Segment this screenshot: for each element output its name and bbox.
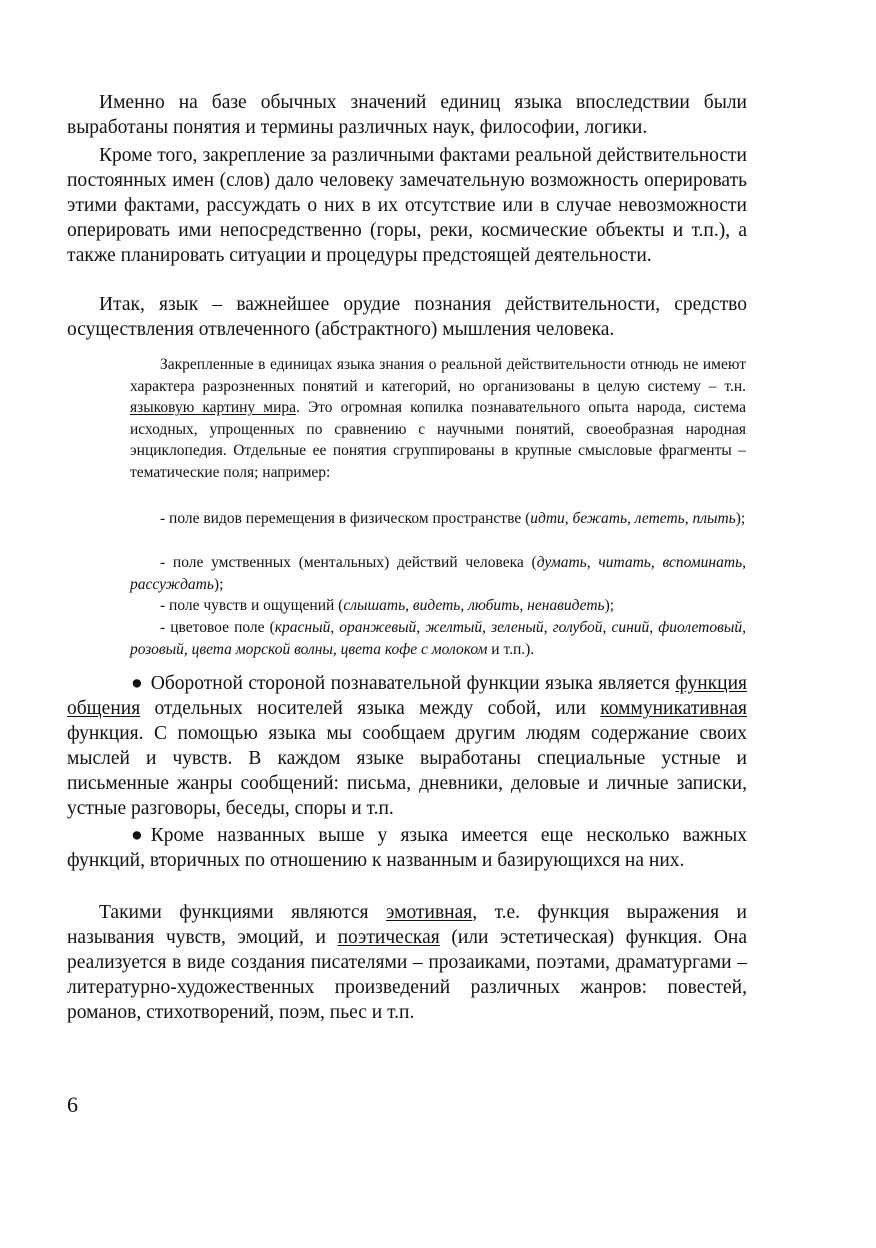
final-paragraph [67,900,747,1025]
bullet-text-a: Оборотной стороной познавательной функции языка является [150,673,676,694]
page-number: 6 [67,1092,78,1117]
note-item [130,508,746,530]
final-text-c: (или эстетическая) функция. Она реализуется в виде создания писателями – прозаиками, поэтами, драматургами – литературно-художественных произведений различных жанров: повестей, романов, стихотворений, поэм, пьес и т.п. [67,927,747,1023]
note-item-tail: ); [213,575,224,593]
paragraph-3: Итак, язык – важнейшее орудие познания действительности, средство осуществления отвлеченного (абстрактного) мышления человека. [67,294,747,340]
bullet-icon: ● [131,673,143,694]
term-language-picture: языковую картину мира [130,399,296,417]
bullet-text: Кроме названных выше у языка имеется еще несколько важных функций, вторичных по отношению к названным и базирующихся на них. [67,825,747,871]
bullet-icon: ● [131,825,143,846]
paragraph-2: Кроме того, закрепление за различными фактами реальной действительности постоянных имен (слов) дало человеку замечательную возможность оперировать этими фактами, рассуждать о них в их отсутствие или в случае невозможности оперировать ими непосредственно (горы, реки, космические объекты и т.п.), а также планировать ситуации и процедуры предстоящей деятельности. [67,145,747,266]
note-intro [130,354,746,484]
bullet-paragraph-1 [67,671,747,821]
final-text-b: , т.е. функция выражения и называния чувств, эмоций, и [67,902,747,948]
final-text-a: Такими функциями являются [99,902,386,923]
note-intro-text-b: . Это огромная копилка познавательного опыта народа, система исходных, упрощенных по сравнению с научными понятий, своеобразная народная энциклопедия. Отдельные ее понятия сгруппированы в крупные смысловые фрагменты – тематические поля; например: [130,399,746,481]
bullet-paragraph-2 [67,823,747,873]
note-item-tail: ); [604,597,615,614]
note-item-lead: - поле умственных (ментальных) действий человека ( [160,554,537,571]
bullet-text-b: отдельных носителей языка между собой, или [140,698,601,719]
bullet-text-c: функция. С помощью языка мы сообщаем другим людям содержание своих мыслей и чувств. В каждом языке выработаны специальные устные и письменные жанры сообщений: письма, дневники, деловые и личные записки, устные разговоры, беседы, споры и т.п. [67,723,747,819]
note-item-lead: - цветовое поле ( [160,619,275,636]
note-item-tail: и т.п.). [487,640,535,658]
note-item [130,552,746,595]
note-item [130,595,746,617]
note-item-lead: - поле видов перемещения в физическом пространстве ( [160,510,531,527]
note-item-examples: красный, оранжевый, желтый, зеленый, голубой, синий, фиолетовый, розовый, цвета морской волны, цвета кофе с молоком [130,619,746,658]
note-item-lead: - поле чувств и ощущений ( [160,597,344,614]
term-emotive: эмотивная [385,902,473,923]
term-communicative: коммуникативная [600,698,747,719]
note-item-examples: слышать, видеть, любить, ненавидеть [343,597,605,614]
note-item-tail: ); [735,510,746,527]
term-communication-function: функция общения [67,673,747,719]
note-item-examples: думать, читать, вспоминать, рассуждать [130,554,746,593]
paragraph-1: Именно на базе обычных значений единиц языка впоследствии были выработаны понятия и термины различных наук, философии, логики. [67,92,747,138]
note-item [130,617,746,660]
note-intro-text-a: Закрепленные в единицах языка знания о реальной действительности отнюдь не имеют характера разрозненных понятий и категорий, но организованы в целую систему – т.н. [130,356,746,395]
note-item-examples: идти, бежать, лететь, плыть [530,510,736,527]
term-poetic: поэтическая [337,927,440,948]
